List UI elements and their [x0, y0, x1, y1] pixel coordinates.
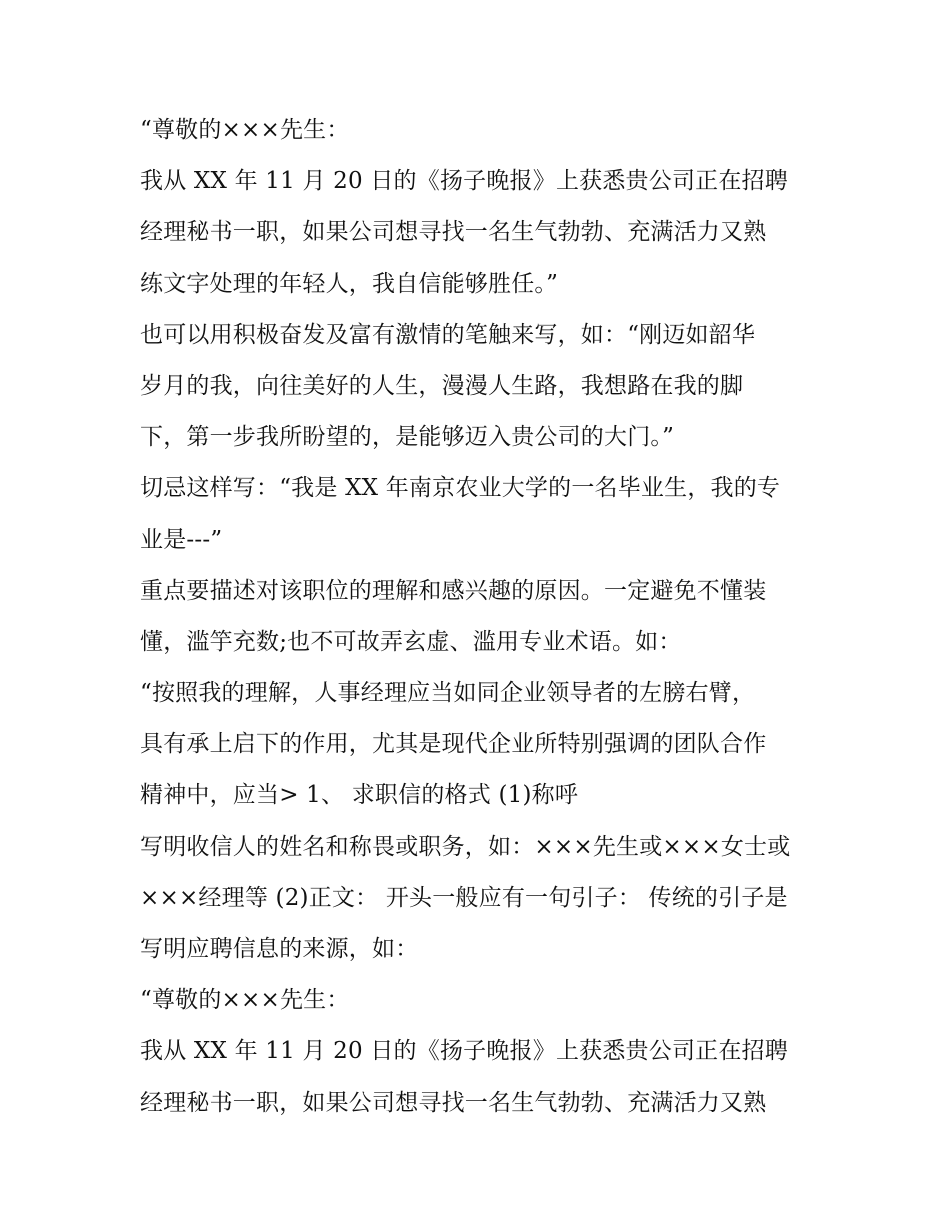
text-line: 岁月的我，向往美好的人生，漫漫人生路，我想路在我的脚 [140, 372, 744, 399]
text-line: 我从 XX 年 11 月 20 日的《扬子晚报》上获悉贵公司正在招聘 [140, 1038, 788, 1065]
text-line: 写明收信人的姓名和称畏或职务，如：×××先生或×××女士或 [140, 833, 791, 860]
text-line: 切忌这样写：“我是 XX 年南京农业大学的一名毕业生，我的专 [140, 475, 781, 502]
text-line: 写明应聘信息的来源，如： [140, 936, 419, 962]
text-line: 经理秘书一职，如果公司想寻找一名生气勃勃、充满活力又熟 [140, 219, 767, 246]
text-line: “按照我的理解，人事经理应当如同企业领导者的左膀右臂， [140, 680, 756, 707]
text-line: 我从 XX 年 11 月 20 日的《扬子晚报》上获悉贵公司正在招聘 [140, 168, 788, 195]
text-line: 练文字处理的年轻人，我自信能够胜任。” [140, 270, 559, 297]
text-line: 重点要描述对该职位的理解和感兴趣的原因。一定避免不懂装 [140, 577, 767, 604]
text-line: 懂，滥竽充数;也不可故弄玄虚、滥用专业术语。如： [140, 628, 682, 655]
document-body [140, 110, 830, 1134]
text-line: 也可以用积极奋发及富有激情的笔触来写，如：“刚迈如韶华 [140, 321, 756, 348]
text-line: 下，第一步我所盼望的，是能够迈入贵公司的大门。” [140, 424, 675, 451]
text-line: ×××经理等 (2)正文： 开头一般应有一句引子： 传统的引子是 [140, 884, 788, 911]
text-line: 具有承上启下的作用，尤其是现代企业所特别强调的团队合作 [140, 731, 767, 758]
text-line: 精神中，应当> 1、 求职信的格式 (1)称呼 [140, 782, 579, 809]
text-line: “尊敬的×××先生： [140, 987, 350, 1014]
text-line: 业是---” [140, 526, 223, 553]
text-line: 经理秘书一职，如果公司想寻找一名生气勃勃、充满活力又熟 [140, 1089, 767, 1116]
text-line: “尊敬的×××先生： [140, 117, 350, 143]
